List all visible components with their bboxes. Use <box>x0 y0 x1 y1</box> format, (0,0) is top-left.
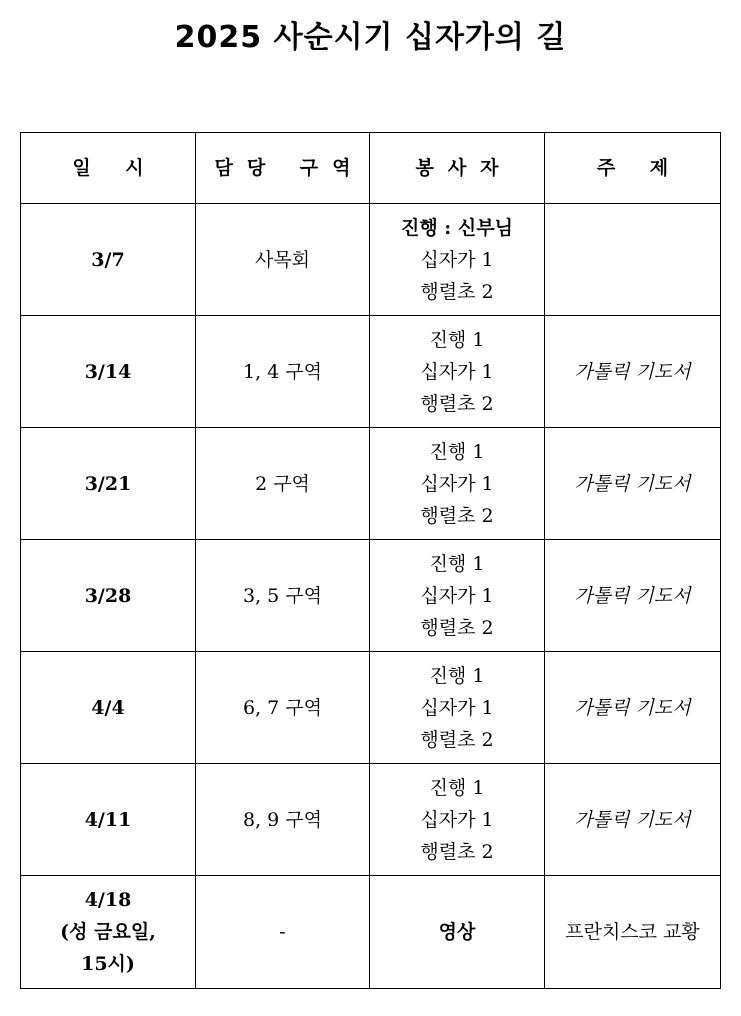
cell-area: 사목회 <box>196 204 370 316</box>
cell-topic: 프란치스코 교황 <box>545 876 721 989</box>
cell-area: 3, 5 구역 <box>196 540 370 652</box>
cell-topic: 가톨릭 기도서 <box>545 652 721 764</box>
table-row <box>21 540 721 652</box>
table-row <box>21 316 721 428</box>
table-row <box>21 764 721 876</box>
cell-staff: 영상 <box>370 876 545 989</box>
cell-topic <box>545 204 721 316</box>
table-header-row <box>21 133 721 204</box>
header-staff: 봉사자 <box>370 133 545 204</box>
cell-date: 3/14 <box>21 316 196 428</box>
cell-topic: 가톨릭 기도서 <box>545 540 721 652</box>
cell-topic: 가톨릭 기도서 <box>545 316 721 428</box>
table-row <box>21 876 721 989</box>
cell-date: 4/11 <box>21 764 196 876</box>
cell-staff: 진행 1 십자가 1 행렬초 2 <box>370 764 545 876</box>
cell-area: 6, 7 구역 <box>196 652 370 764</box>
cell-date: 4/18 (성 금요일, 15시) <box>21 876 196 989</box>
cell-area: 2 구역 <box>196 428 370 540</box>
cell-topic: 가톨릭 기도서 <box>545 764 721 876</box>
cell-area: 1, 4 구역 <box>196 316 370 428</box>
header-area: 담당 구역 <box>196 133 370 204</box>
table-row <box>21 652 721 764</box>
cell-staff: 진행 1 십자가 1 행렬초 2 <box>370 652 545 764</box>
header-topic: 주 제 <box>545 133 721 204</box>
schedule-table <box>20 132 721 989</box>
table-row <box>21 428 721 540</box>
cell-area: 8, 9 구역 <box>196 764 370 876</box>
cell-staff: 진행 : 신부님 십자가 1 행렬초 2 <box>370 204 545 316</box>
cell-staff: 진행 1 십자가 1 행렬초 2 <box>370 428 545 540</box>
cell-area: - <box>196 876 370 989</box>
cell-date: 3/28 <box>21 540 196 652</box>
header-date: 일 시 <box>21 133 196 204</box>
cell-topic: 가톨릭 기도서 <box>545 428 721 540</box>
page-title: 2025 사순시기 십자가의 길 <box>174 20 567 55</box>
cell-date: 4/4 <box>21 652 196 764</box>
table-row <box>21 204 721 316</box>
cell-date: 3/7 <box>21 204 196 316</box>
cell-staff: 진행 1 십자가 1 행렬초 2 <box>370 540 545 652</box>
cell-staff: 진행 1 십자가 1 행렬초 2 <box>370 316 545 428</box>
cell-date: 3/21 <box>21 428 196 540</box>
